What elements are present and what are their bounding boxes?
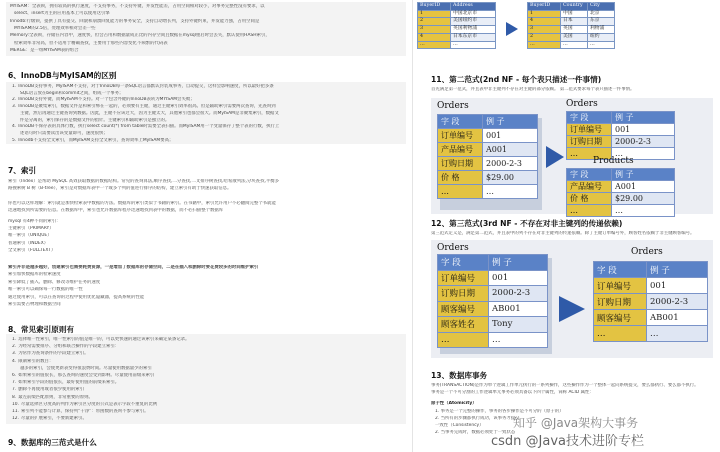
column-header: 例 子 (647, 262, 708, 278)
section8-title: 8、常见索引原则有 (8, 325, 75, 334)
index-note-line: 索引加快数据库的检索速度 (8, 272, 61, 278)
table-cell: 中国 (561, 10, 588, 18)
orders3-title: Orders (437, 243, 469, 253)
section6-line: 3. InnoDB是聚集索引，数据文件是和索引绑在一起的，必须要有主键，通过主键索引效率很高。但是辅助索引需要两次查询，先查询到 (12, 104, 408, 110)
table-cell: … (647, 326, 708, 342)
table-row (438, 317, 548, 333)
intro-line: MERGE：是一组MYISAM表的组合 (10, 47, 79, 53)
orders2-table (566, 111, 675, 160)
orders1-title: Orders (437, 101, 469, 111)
intro-line: Memory:全表锁，存储在内容中，速度快，但会占用和数据量成正比的内存空间且数据在mysql重启时会丢失，默认使用HASH索引， (10, 33, 270, 39)
section8-line: 2. 为经常需要排序、分组和联合操作的字段建立索引： (12, 344, 408, 350)
section8-line: 3. 为常作为查询条件的字段建立索引。 (12, 351, 408, 357)
section6-title: 6、InnoDB与MyISAM的区别 (8, 71, 117, 80)
table-header-row (418, 3, 496, 11)
acid-line: 2. 当事务完成时，数据必须处于一致状态 (435, 430, 516, 435)
section12-title: 12、第三范式(3rd NF - 不存在对非主键列的传递依赖) (431, 219, 623, 228)
section13-desc2: 事务是一个不可分割的工作逻辑单元事务必须具备以下四个属性，简称 ACID 属性： (431, 390, 594, 395)
section6-line: 2. InnoDB支持外键，而MyISAM不支持。对一个包含外键的InnoDB表转为MYISAM会失败； (12, 97, 408, 103)
table-cell: 产品编号 (567, 181, 612, 193)
table-cell: 美国纽约市 (451, 18, 496, 26)
table-header-row (438, 115, 538, 129)
table-cell: $29.00 (483, 171, 538, 185)
table-row (567, 124, 675, 136)
products-title: Products (593, 156, 634, 166)
section8-line: 1. 选择唯一性索引，唯一性索引的值是唯一的，可以更快速的通过该索引来确定某条记录。 (12, 337, 408, 343)
table-row (418, 33, 496, 41)
table-cell: 顾客编号 (594, 310, 647, 326)
column-header: 例 子 (489, 255, 548, 271)
table-row (594, 326, 708, 342)
table-cell: … (438, 185, 483, 199)
table-cell: … (418, 41, 451, 49)
intro-line: select、insert为主的应用基本上可以使用这引擎 (14, 11, 110, 17)
index-type-line: 主键索引（PRIMARY） (8, 226, 54, 232)
first-nf-address-table (417, 2, 496, 49)
section13-desc: 事务(TRANSACTION)是作为单个逻辑工作单元执行的一系列操作，这些操作作为一个整体一起向系统提交，要么都执行、要么都不执行。 (431, 383, 699, 388)
arrow-right-icon (559, 296, 585, 322)
section6-line: 5. Innodb不支持全文索引，而MyISAM支持全文索引，查询效率上MyISAM要高； (12, 138, 408, 144)
table-cell: 顾客姓名 (438, 317, 489, 333)
table-cell: … (612, 205, 675, 217)
table-cell: A001 (612, 181, 675, 193)
table-row (438, 270, 548, 286)
table-header-row (567, 169, 675, 181)
table-row (528, 18, 615, 26)
first-nf-split-table (527, 2, 615, 49)
table-cell: 东京 (588, 18, 615, 26)
column-header: 字 段 (567, 169, 612, 181)
section7-title: 7、索引 (8, 166, 37, 175)
index-note-line: 索引降低了插入、删除、修改等维护任务的速度 (8, 279, 101, 285)
table-cell: … (483, 185, 538, 199)
index-note-line: 索引并非是越多越好，创建索引也需要耗费资源，一是增加了数据库的存储空间，二是在插入和删除时要花费较多的时间维护索引 (8, 265, 259, 270)
table-row (528, 41, 615, 49)
table-cell: 3 (418, 26, 451, 34)
table-cell: … (567, 205, 612, 217)
table-cell: 001 (647, 278, 708, 294)
table-cell: 订单编号 (594, 278, 647, 294)
table-cell: AB001 (647, 310, 708, 326)
section6-line: 述语句时只需要读出该变量即可，速度很快； (20, 130, 108, 136)
table-cell: 顾客编号 (438, 301, 489, 317)
section6-line: 主键，然后再通过主键查询到数据。因此，主键不应该过大，因为主键太大，其他索引也都会很大。而MyISAM是非聚集索引，数据文 (20, 110, 279, 116)
section7-line: 迅速地找到所需要的信息。在数据库中，索引也允许数据库程序迅速地找到表中的数据，而不必扫描整个数据库 (8, 207, 224, 213)
table-cell: 产品编号 (438, 143, 483, 157)
section8-line: 11. 索引列不能参与计算，保持列“干净”：带函数的查询不参与索引。 (12, 409, 408, 415)
table-row (418, 10, 496, 18)
table-row (528, 26, 615, 34)
table-cell: 2000-2-3 (483, 157, 538, 171)
intro-line: MYISAM：全表锁，拥有较高的执行速度，不支持事务，不支持外键，并发性能差，占用空间相对较小，对事务完整性没有要求，以 (10, 4, 265, 9)
table-cell: 4 (418, 33, 451, 41)
section8-line: 8. 最左前缀匹配原则，非常重要的原则。 (12, 395, 408, 401)
column-header: 字 段 (438, 115, 483, 129)
section12-desc: 第三范式定义是，满足第二范式，并且表中的列不存在对非主键列的传递依赖。除了主键订单编号外，顾客姓名依赖于非主键顾客编号。 (431, 231, 695, 236)
index-type-line: 全文索引（FULLTEXT） (8, 247, 56, 253)
arrow-right-icon (506, 22, 518, 36)
section6-line: 件是分离的，索引保存的是数据文件的指针。主键索引和辅助索引是独立的。 (20, 117, 170, 123)
table-cell: 北京 (588, 10, 615, 18)
table-cell: 日本 (561, 18, 588, 26)
table-header-row (567, 112, 675, 124)
table-cell: $29.00 (612, 193, 675, 205)
table-cell: Tony (489, 317, 548, 333)
table-row (418, 18, 496, 26)
section7-line: 你也可以这样理解：索引就是加快检索表中数据的方法。数据库的索引类似于书籍的索引。在书籍中，索引允许用户不必翻阅完整个书就能 (8, 200, 276, 206)
table-row (528, 33, 615, 41)
table-row (594, 294, 708, 310)
section6-line: 4. InnoDB不保存表的具体行数，执行select count(*) from table时需要全表扫描。而MyISAM用一个变量保存了整个表的行数，执行上 (12, 124, 408, 130)
column-header: 字 段 (438, 255, 489, 271)
column-header: City (588, 3, 615, 11)
intro-line: 检索效率非常高，但不适用于精确查找，主要用于那些内容变化不频繁的代码表 (14, 40, 168, 46)
section11-title: 11、第二范式(2nd NF - 每个表只描述一件事情) (431, 75, 602, 84)
table-cell: 订单编号 (438, 270, 489, 286)
intro-line: Innodb:行级锁，提供了具有提交、回滚和崩溃回复能力的事务安全，支持自动增长列，支持外键约束，并发能力强，占用空间是 (10, 18, 260, 24)
table-row (594, 310, 708, 326)
acid-line: 一致性（Consistency） (435, 423, 484, 428)
table-cell: 利物浦 (588, 26, 615, 34)
table-cell: 订购日期 (567, 136, 612, 148)
table-cell: 订购日期 (438, 157, 483, 171)
table-row (594, 278, 708, 294)
table-cell: … (438, 332, 489, 348)
table-cell: AB001 (489, 301, 548, 317)
table-row (438, 185, 538, 199)
table-cell: 1 (528, 10, 561, 18)
index-note-line: 通过使用索引，可以在查询的过程中使用优化隐藏器，提高系统的性能 (8, 294, 145, 300)
section8-line: 越多的索引，会使更新表变得很浪费时间。尽量使用数据量少的索引 (20, 365, 152, 371)
index-note-line: 索引需要占物理和数据空间 (8, 302, 61, 307)
table-cell: 中国北京市 (451, 10, 496, 18)
table-row (418, 26, 496, 34)
column-header: 例 子 (483, 115, 538, 129)
column-header: 例 子 (612, 169, 675, 181)
table-header-row (594, 262, 708, 278)
table-cell: 001 (483, 129, 538, 143)
section7-line: 路搜索树 B 树（B-tree），索引是对数据库表中一个或多个列的值进行排序的结构，建立索引有助于快速获取信息。 (8, 186, 232, 192)
table-cell: 日本东京市 (451, 33, 496, 41)
table-cell: 2000-2-3 (647, 294, 708, 310)
column-header: 字 段 (594, 262, 647, 278)
index-type-line: mysql 有4种不同的索引： (8, 219, 61, 224)
table-cell: 2 (528, 33, 561, 41)
acid-line: 1. 事务是一个完整的操作，事务的各步操作是不可分的（原子的） (435, 409, 564, 414)
table-cell: 3 (528, 26, 561, 34)
table-cell: … (567, 148, 612, 160)
table-cell: 订单编号 (438, 129, 483, 143)
section8-line: 7. 如果索引字段的值很长，最好使用值的前缀来索引。 (12, 380, 408, 386)
table-row (567, 205, 675, 217)
column-header: BuyerID (418, 3, 451, 11)
table-cell: 001 (489, 270, 548, 286)
table-row (438, 286, 548, 302)
table-cell: … (612, 148, 675, 160)
column-header: 字 段 (567, 112, 612, 124)
table-cell: 4 (528, 18, 561, 26)
arrow-right-icon (546, 146, 564, 168)
table-cell: 1 (418, 10, 451, 18)
section8-line: 7. 删除不再使用或者很少使用的索引 (12, 387, 408, 393)
table-cell: 美国 (561, 33, 588, 41)
section6-line: SQL语言放在begin和commit之间，组成一个事务； (20, 90, 124, 96)
section6-line: 1. InnoDB支持事务，MyISAM不支持，对于InnoDB每一条SQL语言都默认封装成事务，自动提交，这样会影响速度，所以最好把多条 (12, 84, 408, 90)
table-row (567, 193, 675, 205)
table-cell: 001 (612, 124, 675, 136)
orders3-table (437, 254, 548, 348)
orders4-table (593, 261, 708, 342)
orders1-table (437, 114, 538, 199)
table-cell: … (528, 41, 561, 49)
section7-line: 索引（Index）是帮助 MySQL 高效获取数据的数据结构。常见的查询算法,顺序查找,二分查找,二叉排序树查找,哈希散列法,分块查找,平衡多 (8, 179, 280, 184)
table-cell: 价 格 (438, 171, 483, 185)
column-header: BuyerID (528, 3, 561, 11)
table-cell: 英国 (561, 26, 588, 34)
table-cell: … (588, 41, 615, 49)
table-row (567, 181, 675, 193)
index-note-line: 唯一索引可以确保每一行数据的唯一性 (8, 287, 83, 293)
table-row (438, 332, 548, 348)
section8-line: 12. 尽量的扩展索引，不要新建索引。 (12, 416, 408, 422)
table-cell: 订购日期 (438, 286, 489, 302)
section9-title: 9、数据库的三范式是什么 (8, 438, 97, 447)
table-row (438, 157, 538, 171)
table-cell: 价 格 (567, 193, 612, 205)
table-cell: … (489, 332, 548, 348)
table-header-row (528, 3, 615, 11)
table-cell: 订单编号 (567, 124, 612, 136)
section11-desc: 首先满足第一范式，并且表中非主键列不存在对主键的部分依赖。 第二范式要求每个表只描述一件事情。 (431, 87, 635, 92)
watermark-csdn: csdn @Java技术进阶专栏 (491, 434, 645, 449)
table-row (418, 41, 496, 49)
orders2-title: Orders (566, 99, 598, 109)
table-cell: 订购日期 (594, 294, 647, 310)
table-row (438, 301, 548, 317)
column-header: Country (561, 3, 588, 11)
products-table (566, 168, 675, 217)
table-cell: … (594, 326, 647, 342)
section8-line: 10. 尽量选择区分度高的列作为索引区分度的公式是表示字段不重复的比例 (12, 402, 408, 408)
column-header: 例 子 (612, 112, 675, 124)
index-type-line: 唯一索引（UNIQUE） (8, 233, 52, 239)
table-row (528, 10, 615, 18)
table-header-row (438, 255, 548, 271)
watermark: 知乎 @Java架构大事务 (513, 416, 639, 430)
table-cell: … (451, 41, 496, 49)
table-cell: 2000-2-3 (612, 136, 675, 148)
table-cell: … (561, 41, 588, 49)
table-cell: 英国利物浦 (451, 26, 496, 34)
intro-line: MYISAM的2.5倍，处理效率相对会差一些 (14, 25, 96, 31)
orders4-title: Orders (631, 247, 663, 257)
table-cell: 纽约 (588, 33, 615, 41)
acid-label: 原子性（Atomicity） (431, 401, 477, 406)
section8-line: 4. 限制索引的数目： (12, 359, 408, 365)
right-document-page (412, 0, 720, 452)
table-row (438, 171, 538, 185)
table-row (438, 129, 538, 143)
table-row (438, 143, 538, 157)
table-cell: 2 (418, 18, 451, 26)
section13-title: 13、数据库事务 (431, 371, 488, 380)
table-row (567, 136, 675, 148)
section8-line: 6. 如果索引的值很长，那么查询的速度会受到影响。尽量使用前缀来索引 (12, 373, 408, 379)
acid-line: 2. 当所有的步骤都执行成功，该事务才提交 (435, 416, 520, 421)
index-type-line: 普通索引（INDEX） (8, 240, 49, 246)
table-cell: A001 (483, 143, 538, 157)
column-header: Address (451, 3, 496, 11)
table-cell: 2000-2-3 (489, 286, 548, 302)
